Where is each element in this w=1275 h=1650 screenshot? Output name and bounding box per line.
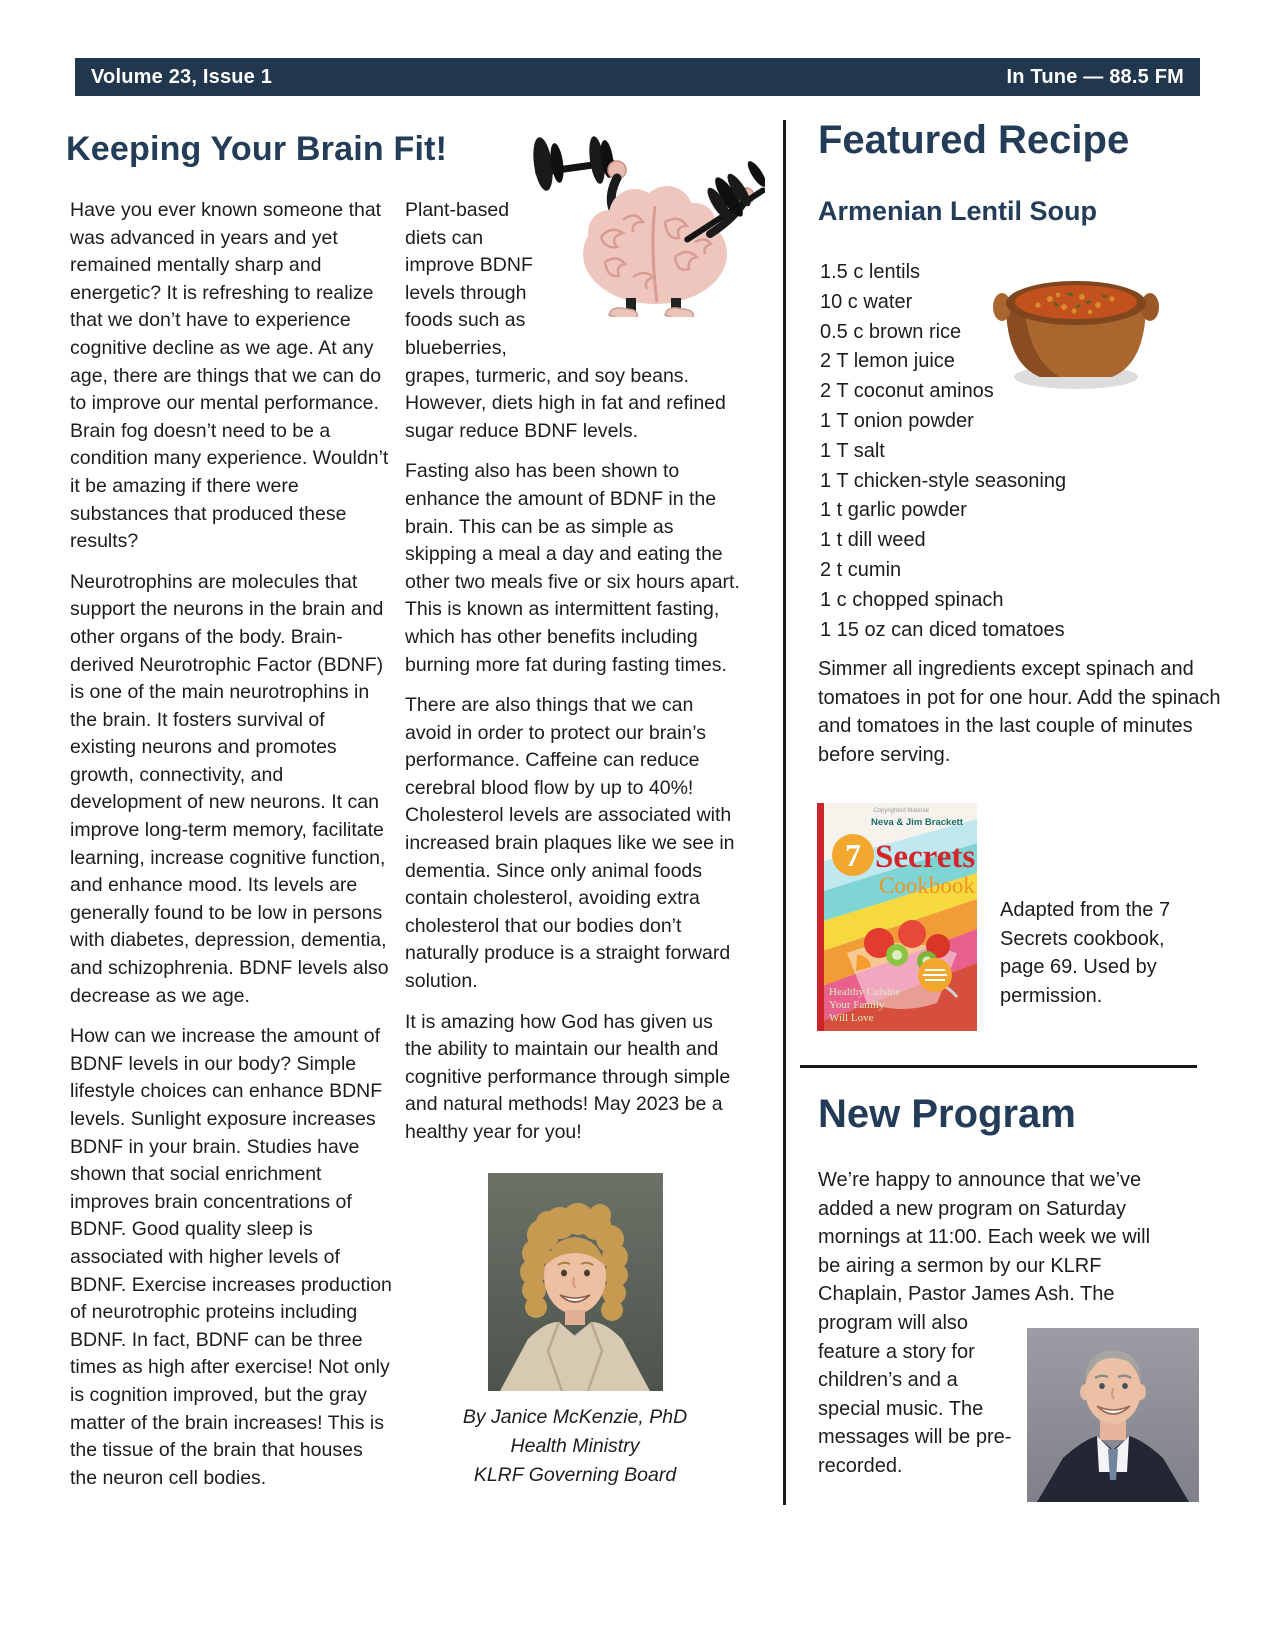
brain-image-text-wrap-spacer (550, 197, 745, 343)
ingredient-item: 1.5 c lentils (820, 261, 921, 283)
ingredient-item: 1 T salt (820, 439, 885, 462)
article-column-2 (405, 197, 745, 1490)
cookbook-cover-image (817, 803, 977, 1031)
byline-role: KLRF Governing Board (473, 1463, 677, 1486)
neck (565, 1310, 585, 1325)
recipe-title: Armenian Lentil Soup (818, 196, 1098, 226)
ingredient-item: 10 c water (820, 290, 913, 313)
article-paragraph: How can we increase the amount of BDNF levels in our body? Simple lifestyle choices can enhance BDNF levels. Sunlight exposure increases BDNF in your brain. Studies have shown that social enrichment improves brain concentrations of BDNF. Good quality sleep is associated with higher levels of BDNF. Exercise increases production of neurotrophic proteins including BDNF. In fact, BDNF can be three times as high after exercise! Not only is cognition improved, but the gray matter of the brain increases! This is the tissue of the brain that houses the neuron cell bodies. (70, 1025, 392, 1489)
cover-subtitle: Cookbook (879, 873, 975, 898)
article-paragraph: Fasting also has been shown to enhance the amount of BDNF in the brain. This can be as simple as skipping a meal a day and eating the other two meals five or six hours apart. This is known as intermittent fasting, which has other benefits including burning more fat during fasting times. (405, 460, 740, 676)
featured-recipe-heading: Featured Recipe (818, 118, 1130, 162)
article-paragraph: Have you ever known someone that was advanced in years and yet remained mentally sharp and energetic? It is refreshing to realize that we don’t have to experience cognitive decline as we age. At any age, there are things that we can do to improve our mental performance. Brain fog doesn’t need to be a condition many experience. Wouldn’t it be amazing if there were substances that produced these results? (70, 199, 389, 553)
ingredient-item: 1 T onion powder (820, 409, 974, 432)
ingredient-item: 1 t dill weed (820, 529, 926, 552)
lentil-soup-photo (990, 255, 1162, 403)
article-title: Keeping Your Brain Fit! (66, 130, 448, 168)
recipe-instructions: Simmer all ingredients except spinach and tomatoes in pot for one hour. Add the spinach and tomatoes in the last couple of minutes before serving. (818, 658, 1221, 766)
cover-number: 7 (845, 837, 861, 873)
new-program-paragraph: We’re happy to announce that we’ve added a new program on Saturday mornings at 11:00. Each week we will be airing a sermon by our KLRF Chaplain, Pastor James Ash. The (818, 1169, 1151, 1306)
new-program-heading: New Program (818, 1092, 1076, 1136)
svg-text:Healthy Cuisine: Healthy Cuisine (829, 986, 901, 998)
byline-role: Health Ministry (510, 1434, 640, 1457)
ingredient-item: 0.5 c brown rice (820, 320, 962, 343)
ingredient-item: 1 T chicken-style seasoning (820, 469, 1067, 492)
svg-text:Will Love: Will Love (829, 1012, 874, 1024)
article-paragraph: There are also things that we can avoid in order to protect our brain’s performance. Caffeine can reduce cerebral blood flow by up to 40%! Cholesterol levels are associated with increased brain plaques like we see in dementia. Since only animal foods contain cholesterol, avoiding extra cholesterol that our bodies don’t naturally produce is a straight forward solution. (405, 694, 735, 993)
ingredient-item: 1 15 oz can diced tomatoes (820, 618, 1065, 641)
cover-authors: Neva & Jim Brackett (871, 817, 963, 828)
article-paragraph: Plant-based diets can improve BDNF levels through foods such as blueberries, grapes, turmeric, and soy beans. However, diets high in fat and refined sugar reduce BDNF levels. (405, 199, 726, 442)
soup-surface (1015, 285, 1137, 319)
cover-title: Secrets (875, 839, 976, 875)
chaplain-portrait-photo (1027, 1328, 1199, 1502)
new-program-paragraph: program will also feature a story for children’s and a special music. The messages will be pre-recorded. (818, 1309, 1216, 1481)
masthead-bar (75, 58, 1200, 96)
cover-spine (817, 803, 824, 1031)
ingredient-item: 1 c chopped spinach (820, 588, 1004, 611)
recipe-credit: Adapted from the 7 Secrets cookbook, page 69. Used by permission. (1000, 899, 1171, 1007)
ingredient-item: 2 T lemon juice (820, 350, 955, 373)
ingredient-item: 1 t garlic powder (820, 499, 967, 522)
issue-label: Volume 23, Issue 1 (91, 65, 273, 88)
svg-text:Your Family: Your Family (829, 999, 885, 1011)
dumbbell-left-icon (530, 135, 615, 192)
ingredient-item: 2 T coconut aminos (820, 380, 994, 403)
section-divider-line (800, 1065, 1197, 1068)
station-label: In Tune — 88.5 FM (1006, 65, 1184, 88)
ingredient-item: 2 t cumin (820, 558, 902, 581)
article-column-1 (70, 197, 392, 1505)
article-paragraph: Neurotrophins are molecules that support the neurons in the brain and other organs of the body. Brain-derived Neurotrophic Factor (BDNF) is one of the main neurotrophins in the brain. It fosters survival of existing neurons and promotes growth, connectivity, and development of new neurons. It can improve long-term memory, facilitate learning, increase cognitive function, and enhance mood. Its levels are generally found to be low in persons with diabetes, depression, dementia, and schizophrenia. BDNF levels also decrease as we age. (70, 570, 389, 1007)
byline-author: By Janice McKenzie, PhD (462, 1405, 688, 1428)
author-portrait-photo (488, 1173, 663, 1391)
article-paragraph: It is amazing how God has given us the ability to maintain our health and cognitive performance through simple and natural methods! May 2023 be a healthy year for you! (405, 1010, 731, 1143)
column-divider-line (783, 120, 786, 1505)
byline (405, 1403, 745, 1490)
cover-copyright-note: Copyrighted Material (873, 808, 929, 814)
